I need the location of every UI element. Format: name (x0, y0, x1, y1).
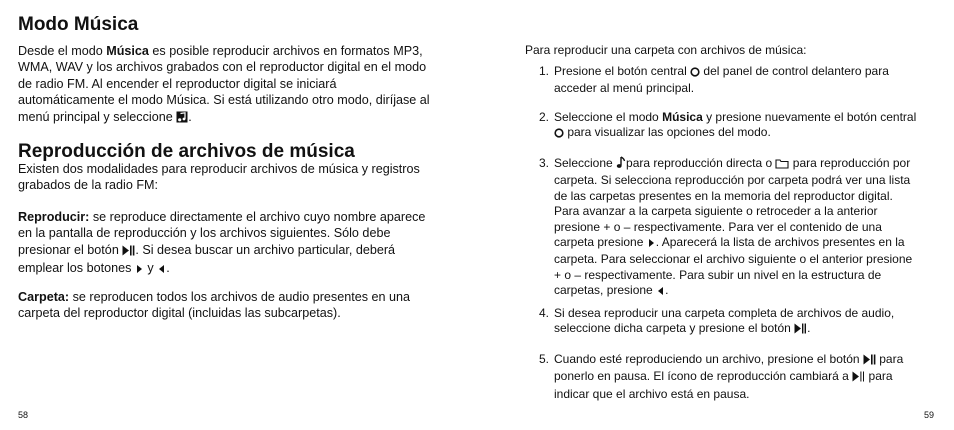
step-2: 2. Seleccione el modo Música y presione nuevamente el botón central para visualizar las opciones del modo. (539, 110, 919, 143)
right-page (525, 0, 925, 430)
reproducir-paragraph: Reproducir: se reproduce directamente el archivo cuyo nombre aparece en la pantalla de reproducción y los archivos siguientes. Sólo debe presionar el botón . Si desea buscar un archivo particular, deberá emplear los botones y . (18, 209, 433, 279)
carpeta-paragraph: Carpeta: se reproducen todos los archivos de audio presentes en una carpeta del reproductor digital (incluidas las subcarpetas). (18, 290, 411, 321)
play-pause-icon (794, 323, 807, 338)
step-4: 4. Si desea reproducir una carpeta completa de archivos de audio, seleccione dicha carpeta y presione el botón . (539, 306, 919, 339)
music-note-icon (176, 111, 188, 127)
step-3: 3. Seleccione para reproducción directa o para reproducción por carpeta. Si selecciona reproducción por carpeta podrá ver una lista de las carpetas presentes en la memoria del reproductor digital. Para avanzar a la carpeta siguiente o retroceder a la anterior presione + o – respectivamente. Para ver el contenido de una carpeta presione . Aparecerá la lista de archivos presentes en la carpeta. Para seleccionar el archivo siguiente o el anterior presione + o – respectivamente. Para subir un nivel en la estructura de carpetas, presione . (539, 156, 919, 301)
folder-icon (775, 158, 789, 173)
page-number-left: 58 (18, 410, 29, 420)
center-button-icon (690, 66, 700, 81)
forward-arrow-icon (135, 262, 144, 278)
section-title: Reproducción de archivos de música (18, 141, 355, 162)
left-page (18, 0, 433, 430)
step-1: 1. Presione el botón central del panel de control delantero para acceder al menú principal. (539, 64, 889, 96)
page-title: Modo Música (18, 14, 139, 35)
play-pause-icon (122, 244, 135, 260)
intro-paragraph: Desde el modo Música es posible reproducir archivos en formatos MP3, WMA, WAV y los archivos grabados con el reproductor digital en el modo de radio FM. Al encender el reproductor digital se iniciará automáticamente el modo Música. Si está utilizando otro modo, diríjase al menú principal y seleccione . (18, 43, 433, 127)
play-pause-icon (863, 354, 876, 369)
forward-arrow-icon (647, 237, 656, 252)
back-arrow-icon (157, 262, 166, 278)
section-intro: Existen dos modalidades para reproducir archivos de música y registros grabados de la radio FM: (18, 162, 420, 193)
back-arrow-icon (656, 285, 665, 300)
play-pause-icon (852, 371, 865, 386)
step-5: 5. Cuando esté reproduciendo un archivo, presione el botón para ponerlo en pausa. El ícono de reproducción cambiará a para indicar que el archivo está en pausa. (539, 352, 904, 401)
page-number-right: 59 (924, 410, 935, 420)
steps-intro: Para reproducir una carpeta con archivos de música: (525, 43, 807, 57)
music-note-icon (616, 156, 626, 173)
center-button-icon (554, 127, 564, 142)
